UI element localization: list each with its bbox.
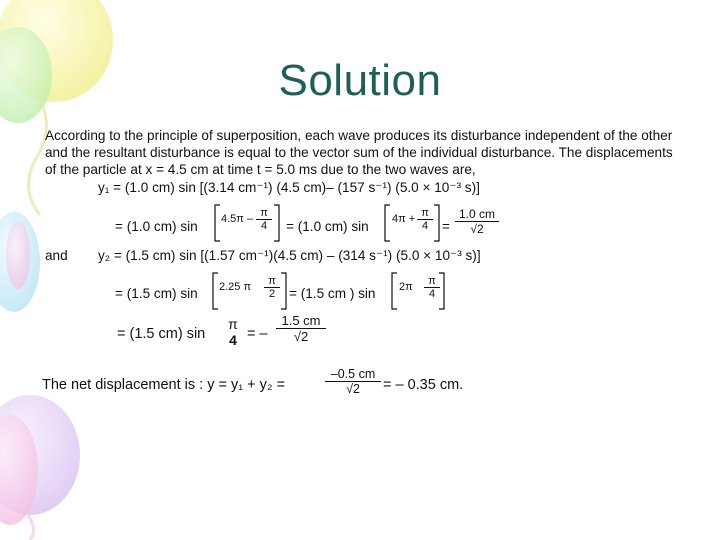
frac-den: √2	[293, 329, 309, 344]
y1-step-a: = (1.0 cm) sin	[115, 219, 198, 234]
frac-num: 1.0 cm	[455, 207, 499, 222]
net-result: = – 0.35 cm.	[383, 377, 464, 393]
bracket-right	[438, 272, 446, 310]
balloon-lilac	[0, 395, 80, 515]
y2-arg-b: 2π	[399, 281, 413, 293]
y1-arg-b-frac	[417, 207, 433, 232]
balloon-string	[29, 100, 47, 215]
y2-step-final: = (1.5 cm) sin	[117, 326, 206, 342]
y1-equation: y₁ = (1.0 cm) sin [(3.14 cm⁻¹) (4.5 cm)– (157 s⁻¹) (5.0 × 10⁻³ s)]	[98, 180, 480, 195]
equals-sign: =	[442, 219, 450, 234]
y2-equation: y₂ = (1.5 cm) sin [(1.57 cm⁻¹)(4.5 cm) – (314 s⁻¹) (5.0 × 10⁻³ s)]	[98, 248, 481, 263]
y1-arg-a-frac	[256, 207, 272, 232]
y2-step-a: = (1.5 cm) sin	[115, 286, 198, 301]
frac-num: π	[256, 207, 272, 220]
frac-den: 4	[428, 288, 436, 300]
y2-step-c: = (1.5 cm ) sin	[289, 286, 376, 301]
bracket-left	[211, 272, 219, 310]
y1-step-c: = (1.0 cm) sin	[286, 219, 369, 234]
bracket-right	[433, 204, 441, 242]
frac-den: 2	[268, 288, 276, 300]
net-displacement-label: The net displacement is : y = y₁ + y₂ =	[42, 377, 286, 393]
y2-result-frac	[276, 313, 326, 344]
y2-arg-a-frac	[264, 275, 280, 300]
bracket-left	[213, 204, 221, 242]
y1-result-frac	[455, 207, 499, 236]
balloon-pink-small	[6, 221, 30, 289]
balloon-blue	[0, 212, 40, 312]
net-frac	[325, 367, 381, 396]
frac-den: √2	[346, 382, 360, 396]
frac-den: √2	[470, 222, 484, 236]
frac-num: π	[228, 316, 238, 332]
balloon-pink	[0, 415, 38, 525]
intro-paragraph: According to the principle of superposition, each wave produces its disturbance independent of the other and the resultant disturbance is equal to the vector sum of the individual disturbance. The displacements of the particle at x = 4.5 cm at time t = 5.0 ms due to the two waves are,	[45, 128, 673, 177]
bracket-left	[390, 272, 398, 310]
frac-num: π	[417, 207, 433, 220]
page-title: Solution	[278, 56, 442, 105]
balloon-string-lower	[28, 515, 34, 540]
and-label: and	[45, 248, 68, 263]
frac-den: 4	[260, 220, 268, 232]
frac-num: π	[264, 275, 280, 288]
bracket-left	[383, 204, 391, 242]
frac-num: –0.5 cm	[325, 367, 381, 382]
y2-arg-a: 2.25 π	[219, 281, 252, 293]
frac-den: 4	[229, 332, 237, 348]
bracket-right	[280, 272, 288, 310]
frac-num: π	[424, 275, 440, 288]
y2-pi-frac	[224, 316, 242, 348]
frac-num: 1.5 cm	[276, 313, 326, 329]
frac-den: 4	[421, 220, 429, 232]
equals-minus: = –	[247, 326, 268, 342]
y1-arg-b: 4π +	[392, 213, 416, 225]
bracket-right	[273, 204, 281, 242]
y1-arg-a: 4.5π –	[221, 213, 254, 225]
